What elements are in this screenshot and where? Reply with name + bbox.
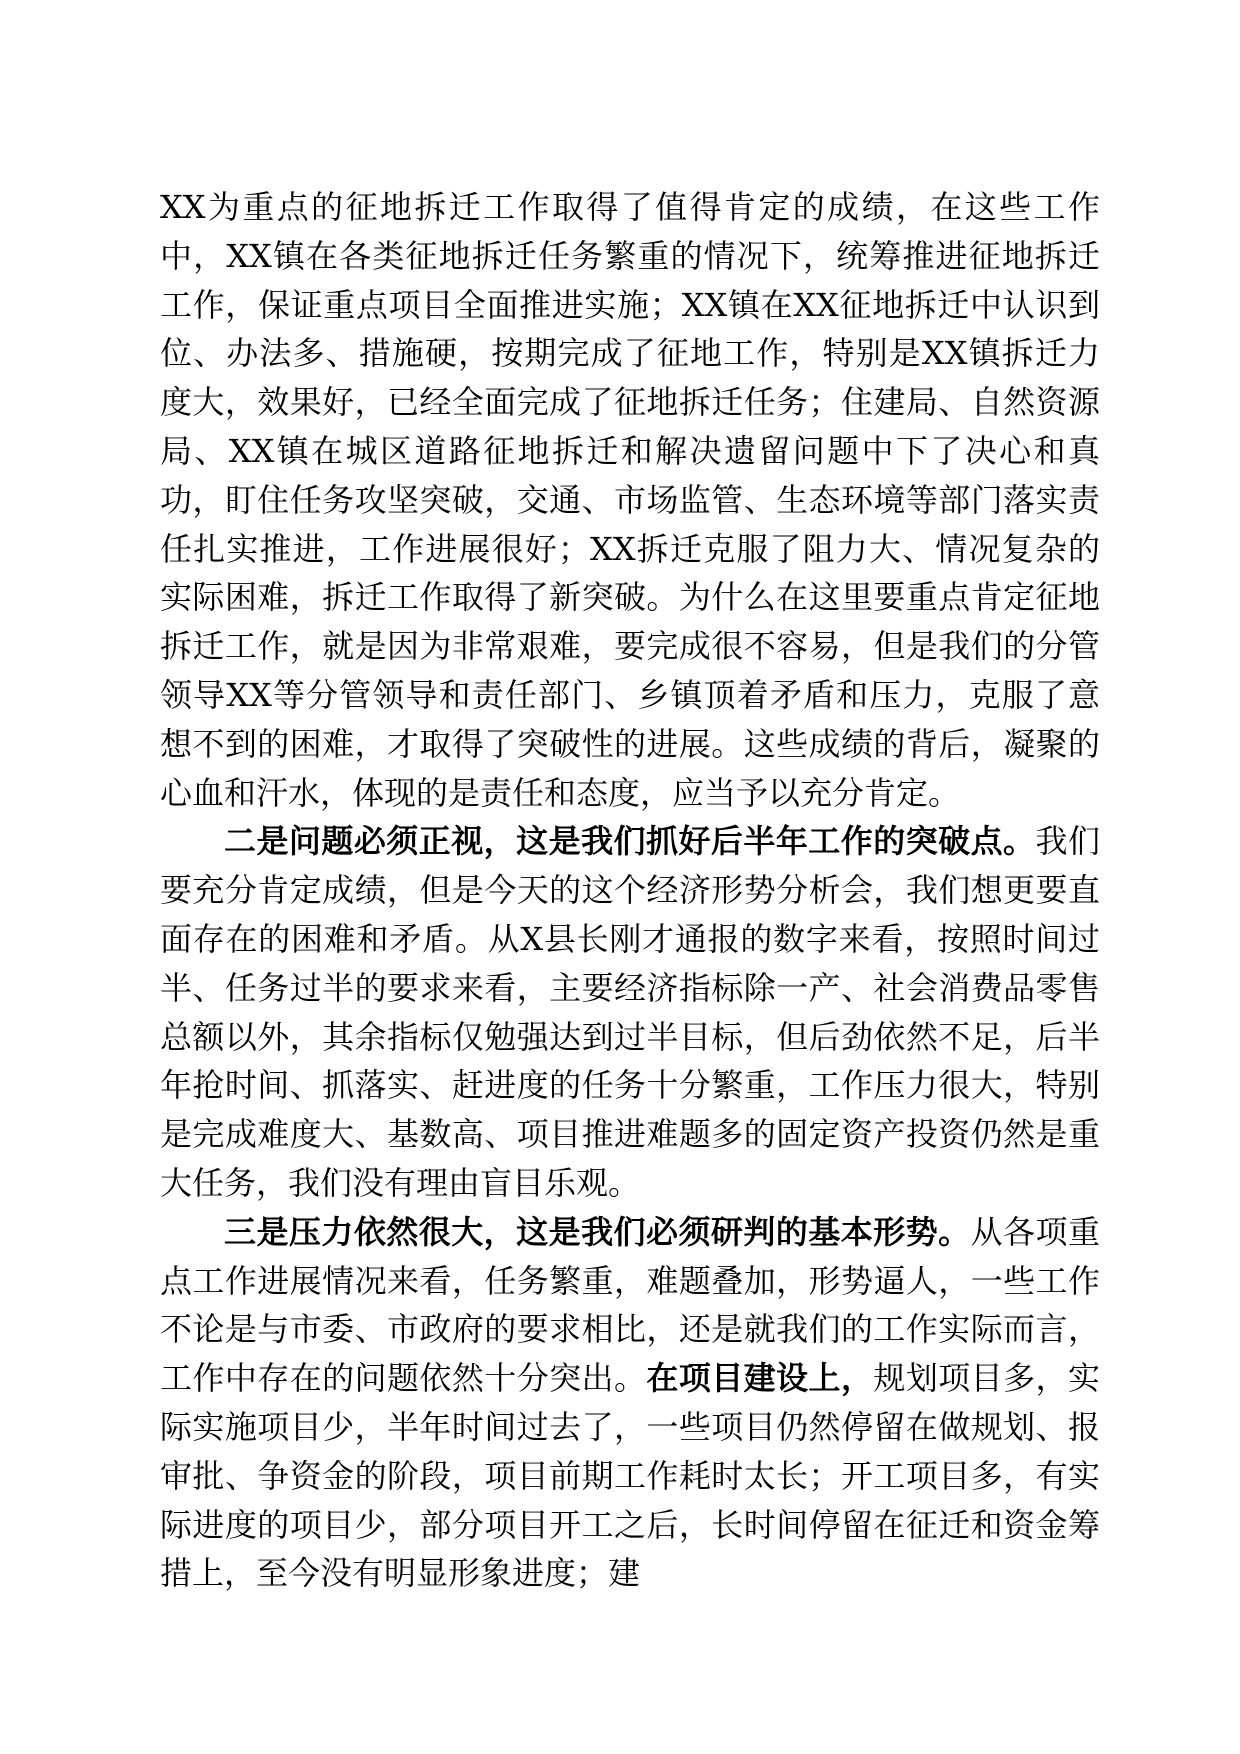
paragraph-achievements-text: XX为重点的征地拆迁工作取得了值得肯定的成绩，在这些工作中，XX镇在各类征地拆迁任务繁重的情况下，统筹推进征地拆迁工作，保证重点项目全面推进实施；XX镇在XX征地拆迁中认识到位、办法多、措施硬，按期完成了征地工作，特别是XX镇拆迁力度大，效果好，已经全面完成了征地拆迁任务；住建局、自然资源局、XX镇在城区道路征地拆迁和解决遗留问题中下了决心和真功，盯住任务攻坚突破，交通、市场监管、生态环境等部门落实责任扎实推进，工作进展很好；XX拆迁克服了阻力大、情况复杂的实际困难，拆迁工作取得了新突破。为什么在这里要重点肯定征地拆迁工作，就是因为非常艰难，要完成很不容易，但是我们的分管领导XX等分管领导和责任部门、乡镇顶着矛盾和压力，克服了意想不到的困难，才取得了突破性的进展。这些成绩的背后，凝聚的心血和汗水，体现的是责任和态度，应当予以充分肯定。 <box>160 188 1100 812</box>
paragraph-pressure-text-b: 规划项目多，实际实施项目少，半年时间过去了，一些项目仍然停留在做规划、报审批、争资金的阶段，项目前期工作耗时太长；开工项目多，有实际进度的项目少，部分项目开工之后，长时间停留在征迁和资金筹措上，至今没有明显形象进度；建 <box>160 1359 1100 1593</box>
document-page <box>160 183 1100 1598</box>
paragraph-problems-heading: 二是问题必须正视，这是我们抓好后半年工作的突破点。 <box>224 822 1036 861</box>
paragraph-problems-text: 我们要充分肯定成绩，但是今天的这个经济形势分析会，我们想更要直面存在的困难和矛盾。从X县长刚才通报的数字来看，按照时间过半、任务过半的要求来看，主要经济指标除一产、社会消费品零售总额以外，其余指标仅勉强达到过半目标，但后劲依然不足，后半年抢时间、抓落实、赶进度的任务十分繁重，工作压力很大，特别是完成难度大、基数高、项目推进难题多的固定资产投资仍然是重大任务，我们没有理由盲目乐观。 <box>160 822 1100 1202</box>
paragraph-problems <box>160 817 1100 1207</box>
paragraph-pressure-subheading: 在项目建设上， <box>646 1359 874 1398</box>
paragraph-pressure-text-a: 从各项重点工作进展情况来看，任务繁重，难题叠加，形势逼人，一些工作不论是与市委、市政府的要求相比，还是就我们的工作实际而言，工作中存在的问题依然十分突出。 <box>160 1212 1100 1398</box>
paragraph-pressure <box>160 1208 1100 1598</box>
paragraph-pressure-heading: 三是压力依然很大，这是我们必须研判的基本形势。 <box>224 1212 971 1251</box>
paragraph-achievements <box>160 183 1100 817</box>
